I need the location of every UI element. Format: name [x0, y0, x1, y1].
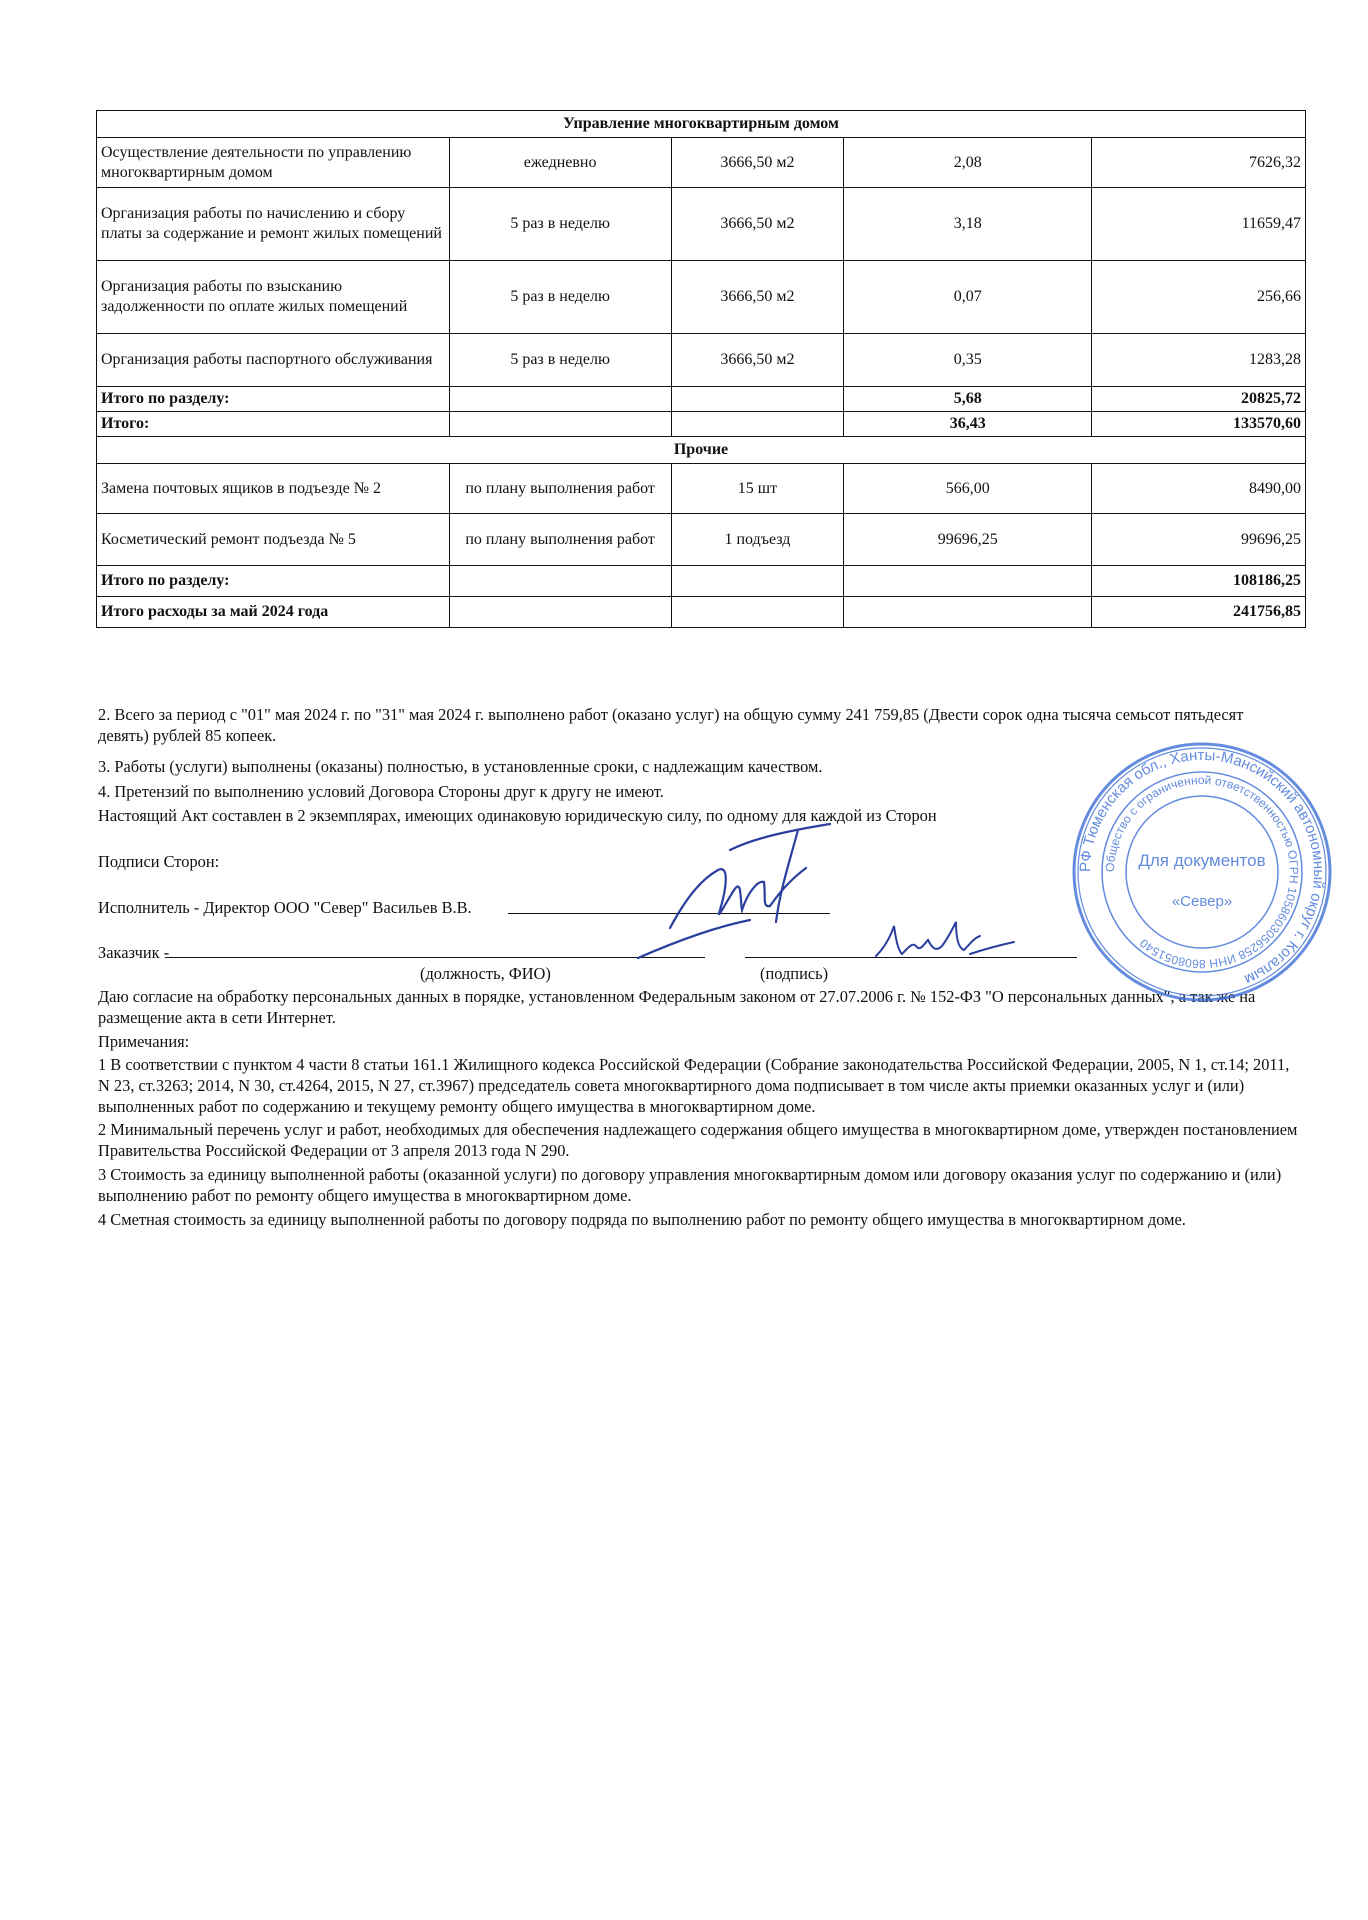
volume: 1 подъезд	[671, 514, 844, 566]
periodicity: по плану выполнения работ	[449, 464, 671, 514]
stamp-inner-ring-text: Общество с ограниченной ответственностью ОГРН 1058603056258 ИНН 8608051540	[1102, 772, 1302, 972]
stamp-center-text: Для документов	[1138, 851, 1266, 870]
total-label: Итого по разделу:	[97, 387, 450, 412]
note-3: 3 Стоимость за единицу выполненной работы (оказанной услуги) по договору управления многоквартирным домом или договору оказания услуг по содержанию и (или) выполнению работ по ремонту общего имущества в многоквартирном доме.	[98, 1165, 1282, 1205]
total-sum: 133570,60	[1092, 412, 1306, 437]
work-name: Косметический ремонт подъезда № 5	[97, 514, 450, 566]
executor-signature	[630, 810, 860, 960]
section-total-row	[97, 566, 1306, 597]
unit-rate: 3,18	[844, 188, 1092, 261]
total-label: Итого расходы за май 2024 года	[97, 597, 450, 628]
customer-label: Заказчик -	[98, 943, 170, 962]
total-label: Итого:	[97, 412, 450, 437]
paragraph-2: 2. Всего за период с "01" мая 2024 г. по "31" мая 2024 г. выполнено работ (оказано услуг) на общую сумму 241 759,85 (Двести сорок одна тысяча семьсот пятьдесят девять) рублей 85 копеек.	[98, 705, 1244, 745]
work-name: Организация работы паспортного обслуживания	[97, 334, 450, 387]
cost: 11659,47	[1092, 188, 1306, 261]
position-caption: (должность, ФИО)	[420, 964, 551, 983]
empty-cell	[671, 412, 844, 437]
customer-signature	[870, 918, 1020, 968]
signature-caption: (подпись)	[760, 964, 829, 983]
table-row	[97, 334, 1306, 387]
table-row	[97, 261, 1306, 334]
volume: 3666,50 м2	[671, 138, 844, 188]
unit-rate: 566,00	[844, 464, 1092, 514]
total-sum: 108186,25	[1092, 566, 1306, 597]
note-4: 4 Сметная стоимость за единицу выполненной работы по договору подряда по выполнению работ по ремонту общего имущества в многоквартирном доме.	[98, 1210, 1186, 1229]
cost: 99696,25	[1092, 514, 1306, 566]
total-label: Итого по разделу:	[97, 566, 450, 597]
notes-heading: Примечания:	[98, 1032, 190, 1051]
empty-cell	[449, 387, 671, 412]
month-total-row	[97, 597, 1306, 628]
empty-cell	[671, 387, 844, 412]
empty-cell	[844, 597, 1092, 628]
stamp-outer-ring-text: РФ Тюменская обл., Ханты-Мансийский автономный округ г. Когалым	[1076, 746, 1328, 988]
cost: 1283,28	[1092, 334, 1306, 387]
company-stamp	[1068, 738, 1336, 1006]
empty-cell	[449, 412, 671, 437]
work-name: Осуществление деятельности по управлению многоквартирным домом	[97, 138, 450, 188]
empty-cell	[449, 566, 671, 597]
periodicity: ежедневно	[449, 138, 671, 188]
table-row	[97, 514, 1306, 566]
section-header-row	[97, 437, 1306, 464]
volume: 3666,50 м2	[671, 261, 844, 334]
unit-rate: 99696,25	[844, 514, 1092, 566]
total-rate: 36,43	[844, 412, 1092, 437]
stamp-name-text: «Север»	[1171, 893, 1233, 910]
note-1: 1 В соответствии с пунктом 4 части 8 статьи 161.1 Жилищного кодекса Российской Федерации (Собрание законодательства Российской Федерации, 2005, N 1, ст.14; 2011, N 23, ст.3263; 2014, N 30, ст.4264, 2015, N 27, ст.3967) председатель совета многоквартирного дома подписывает в том числе акты приемки оказанных услуг и (или) выполненных работ по содержанию и текущему ремонту общего имущества в многоквартирном доме.	[98, 1055, 1290, 1116]
paragraph-5: Настоящий Акт составлен в 2 экземплярах, имеющих одинаковую юридическую силу, по одному для каждой из Сторон	[98, 806, 937, 825]
table-row	[97, 138, 1306, 188]
unit-rate: 0,35	[844, 334, 1092, 387]
periodicity: 5 раз в неделю	[449, 188, 671, 261]
paragraph-4: 4. Претензий по выполнению условий Договора Стороны друг к другу не имеют.	[98, 782, 664, 801]
work-name: Замена почтовых ящиков в подъезде № 2	[97, 464, 450, 514]
volume: 3666,50 м2	[671, 334, 844, 387]
section1-title: Управление многоквартирным домом	[97, 111, 1306, 138]
volume: 3666,50 м2	[671, 188, 844, 261]
periodicity: 5 раз в неделю	[449, 261, 671, 334]
cost: 256,66	[1092, 261, 1306, 334]
consent-text: Даю согласие на обработку персональных данных в порядке, установленном Федеральным законом от 27.07.2006 г. № 152-ФЗ "О персональных данных", а так же на размещение акта в сети Интернет.	[98, 987, 1256, 1027]
cost: 7626,32	[1092, 138, 1306, 188]
periodicity: по плану выполнения работ	[449, 514, 671, 566]
paragraph-3: 3. Работы (услуги) выполнены (оказаны) полностью, в установленные сроки, с надлежащим качеством.	[98, 757, 823, 776]
total-sum: 20825,72	[1092, 387, 1306, 412]
section2-title: Прочие	[97, 437, 1306, 464]
periodicity: 5 раз в неделю	[449, 334, 671, 387]
empty-cell	[449, 597, 671, 628]
grand-total-row	[97, 412, 1306, 437]
total-sum: 241756,85	[1092, 597, 1306, 628]
empty-cell	[844, 566, 1092, 597]
executor-label: Исполнитель - Директор ООО "Север" Васильев В.В.	[98, 898, 472, 917]
cost: 8490,00	[1092, 464, 1306, 514]
work-name: Организация работы по начислению и сбору платы за содержание и ремонт жилых помещений	[97, 188, 450, 261]
unit-rate: 0,07	[844, 261, 1092, 334]
signatures-heading: Подписи Сторон:	[98, 852, 220, 871]
customer-position-line	[165, 957, 705, 958]
volume: 15 шт	[671, 464, 844, 514]
unit-rate: 2,08	[844, 138, 1092, 188]
work-name: Организация работы по взысканию задолженности по оплате жилых помещений	[97, 261, 450, 334]
works-table	[96, 110, 1306, 628]
note-2: 2 Минимальный перечень услуг и работ, необходимых для обеспечения надлежащего содержания общего имущества в многоквартирном доме, утвержден постановлением Правительства Российской Федерации от 3 апреля 2013 года N 290.	[98, 1120, 1298, 1160]
empty-cell	[671, 597, 844, 628]
empty-cell	[671, 566, 844, 597]
total-rate: 5,68	[844, 387, 1092, 412]
section-header-row	[97, 111, 1306, 138]
section-total-row	[97, 387, 1306, 412]
table-row	[97, 188, 1306, 261]
table-row	[97, 464, 1306, 514]
